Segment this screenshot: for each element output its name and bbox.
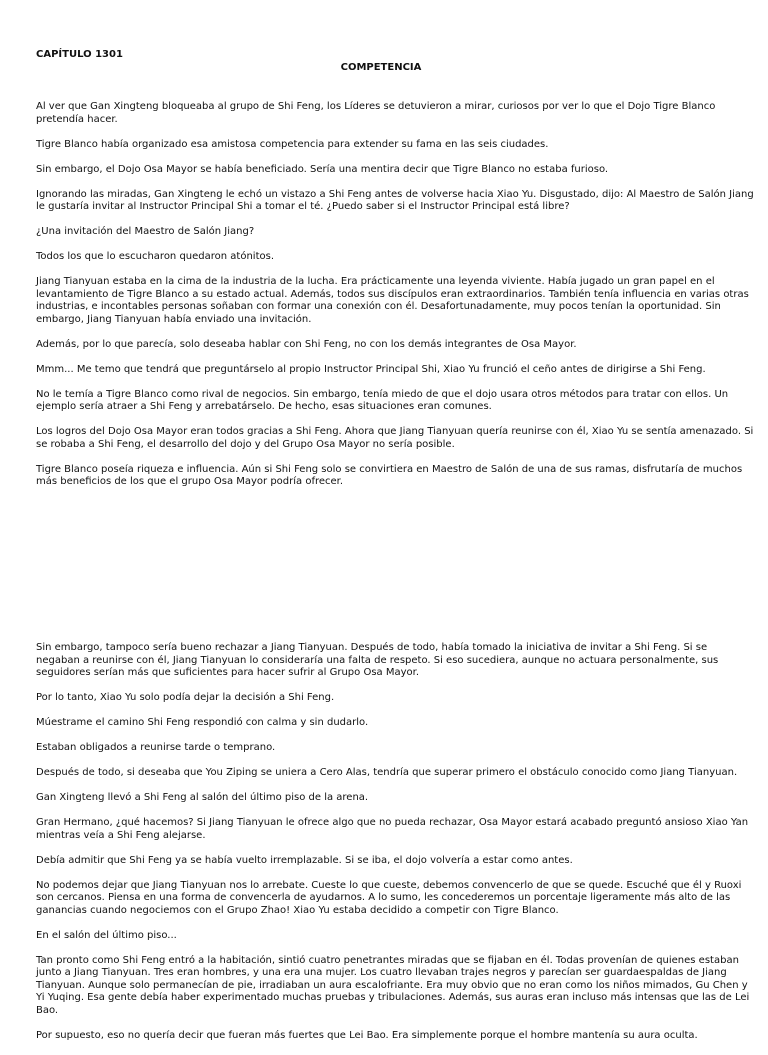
paragraph: Gran Hermano, ¿qué hacemos? Si Jiang Tianyuan le ofrece algo que no pueda rechazar, Osa Mayor estará acabado preguntó ansioso Xiao Yan mientras veía a Shi Feng alejarse. (36, 817, 749, 841)
paragraph: Al ver que Gan Xingteng bloqueaba al grupo de Shi Feng, los Líderes se detuvieron a mirar, curiosos por ver lo que el Dojo Tigre Blanco pretendía hacer. (36, 101, 716, 125)
paragraph: En el salón del último piso... (36, 929, 177, 941)
paragraph: Jiang Tianyuan estaba en la cima de la industria de la lucha. Era prácticamente una leyenda viviente. Había jugado un gran papel en el levantamiento de Tigre Blanco a su estado actual. Además, todos sus discípulos eran extraordinarios. También tenía influencia en varias otras industrias, e incontables personas soñaban con formar una conexión con él. Desafortunadamente, muy pocos tenían la oportunidad. Sin embargo, Jiang Tianyuan había enviado una invitación. (36, 276, 749, 325)
paragraph: Además, por lo que parecía, solo deseaba hablar con Shi Feng, no con los demás integrantes de Osa Mayor. (36, 338, 577, 350)
paragraph: No le temía a Tigre Blanco como rival de negocios. Sin embargo, tenía miedo de que el dojo usara otros métodos para tratar con ellos. Un ejemplo sería atraer a Shi Feng y arrebatárselo. De hecho, esas situaciones eran comunes. (36, 388, 729, 412)
paragraph: Los logros del Dojo Osa Mayor eran todos gracias a Shi Feng. Ahora que Jiang Tianyuan quería reunirse con él, Xiao Yu se sentía amenazado. Si se robaba a Shi Feng, el desarrollo del dojo y del Grupo Osa Mayor no sería posible. (36, 426, 754, 450)
text-block-top (36, 101, 754, 501)
chapter-title: COMPETENCIA (340, 62, 422, 73)
chapter-number: CAPÍTULO 1301 (36, 49, 123, 60)
paragraph: Tan pronto como Shi Feng entró a la habitación, sintió cuatro penetrantes miradas que se fijaban en él. Todas provenían de quienes estaban junto a Jiang Tianyuan. Tres eran hombres, y una era una mujer. Los cuatro llevaban trajes negros y parecían ser guardaespaldas de Jiang Tianyuan. Aunque solo permanecían de pie, irradiaban un aura escalofriante. Era muy obvio que no eran como los niños mimados, Gu Chen y Yi Yuqing. Esa gente debía haber experimentado muchas pruebas y tribulaciones. Además, sus auras eran incluso más intensas que las de Lei Bao. (36, 954, 750, 1016)
paragraph: Gan Xingteng llevó a Shi Feng al salón del último piso de la arena. (36, 792, 369, 803)
paragraph: Todos los que lo escucharon quedaron atónitos. (36, 251, 274, 262)
paragraph: Estaban obligados a reunirse tarde o temprano. (36, 742, 276, 753)
paragraph: Sin embargo, el Dojo Osa Mayor se había beneficiado. Sería una mentira decir que Tigre Blanco no estaba furioso. (36, 163, 609, 175)
paragraph: Debía admitir que Shi Feng ya se había vuelto irremplazable. Si se iba, el dojo volvería a estar como antes. (36, 854, 573, 866)
paragraph: ¿Una invitación del Maestro de Salón Jiang? (36, 226, 255, 237)
text-block-bottom (36, 642, 754, 1055)
paragraph: Múestrame el camino Shi Feng respondió con calma y sin dudarlo. (36, 717, 369, 728)
paragraph: Tigre Blanco había organizado esa amistosa competencia para extender su fama en las seis ciudades. (36, 138, 549, 150)
paragraph: Después de todo, si deseaba que You Ziping se uniera a Cero Alas, tendría que superar primero el obstáculo conocido como Jiang Tianyuan. (36, 767, 738, 778)
paragraph: Mmm... Me temo que tendrá que preguntárselo al propio Instructor Principal Shi, Xiao Yu frunció el ceño antes de dirigirse a Shi Feng. (36, 363, 706, 375)
paragraph: Tigre Blanco poseía riqueza e influencia. Aún si Shi Feng solo se convirtiera en Maestro de Salón de una de sus ramas, disfrutaría de muchos más beneficios de los que el grupo Osa Mayor podría ofrecer. (36, 463, 743, 487)
paragraph: Por lo tanto, Xiao Yu solo podía dejar la decisión a Shi Feng. (36, 692, 335, 703)
paragraph: Sin embargo, tampoco sería bueno rechazar a Jiang Tianyuan. Después de todo, había tomado la iniciativa de invitar a Shi Feng. Si se negaban a reunirse con él, Jiang Tianyuan lo consideraría una falta de respeto. Si eso sucediera, aunque no actuara personalmente, sus seguidores serían más que suficientes para hacer sufrir al Grupo Osa Mayor. (36, 642, 719, 678)
paragraph: Ignorando las miradas, Gan Xingteng le echó un vistazo a Shi Feng antes de volverse hacia Xiao Yu. Disgustado, dijo: Al Maestro de Salón Jiang le gustaría invitar al Instructor Principal Shi a tomar el té. ¿Puedo saber si el Instructor Principal está libre? (36, 188, 754, 212)
paragraph: No podemos dejar que Jiang Tianyuan nos lo arrebate. Cueste lo que cueste, debemos convencerlo de que se quede. Escuché que él y Ruoxi son cercanos. Piensa en una forma de convencerla de ayudarnos. A lo sumo, les concederemos un porcentaje ligeramente más alto de las ganancias cuando negociemos con el Grupo Zhao! Xiao Yu estaba decidido a competir con Tigre Blanco. (36, 879, 742, 916)
paragraph: Por supuesto, eso no quería decir que fueran más fuertes que Lei Bao. Era simplemente porque el hombre mantenía su aura oculta. (36, 1029, 698, 1041)
